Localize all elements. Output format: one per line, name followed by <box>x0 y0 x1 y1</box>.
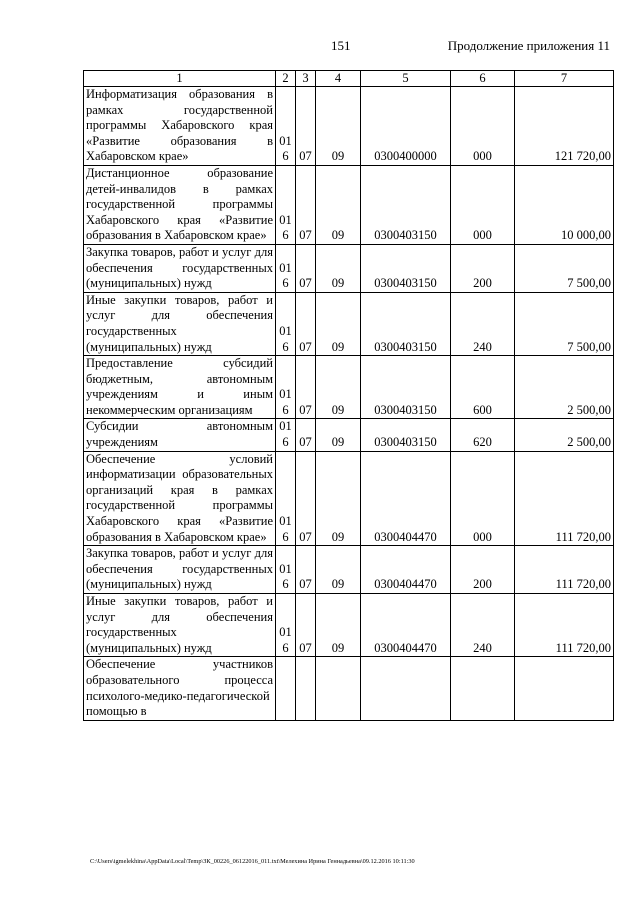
subsection-cell: 09 <box>316 244 361 292</box>
column-header: 2 <box>276 71 296 87</box>
table-header-row <box>84 71 614 87</box>
admin-code-cell <box>276 657 296 720</box>
table-row <box>84 356 614 419</box>
table-row <box>84 419 614 451</box>
expense-type-cell: 620 <box>451 419 515 451</box>
section-cell <box>296 657 316 720</box>
admin-code-cell: 016 <box>276 594 296 657</box>
expense-type-cell: 000 <box>451 451 515 546</box>
row-name-cell: Иные закупки товаров, работ и услуг для обеспечения государственных (муниципальных) нужд <box>84 292 276 355</box>
column-header: 6 <box>451 71 515 87</box>
table-row <box>84 165 614 244</box>
row-name-cell: Дистанционное образование детей-инвалидов в рамках государственной программы Хабаровского края «Развитие образования в Хабаровском крае» <box>84 165 276 244</box>
amount-cell: 111 720,00 <box>515 546 614 594</box>
admin-code-cell: 016 <box>276 419 296 451</box>
target-article-cell: 0300400000 <box>361 87 451 166</box>
budget-table <box>83 70 614 721</box>
amount-cell: 111 720,00 <box>515 451 614 546</box>
row-name-cell: Закупка товаров, работ и услуг для обеспечения государственных (муниципальных) нужд <box>84 244 276 292</box>
section-cell: 07 <box>296 356 316 419</box>
row-name-cell: Закупка товаров, работ и услуг для обеспечения государственных (муниципальных) нужд <box>84 546 276 594</box>
row-name-cell: Обеспечение условий информатизации образовательных организаций края в рамках государственной программы Хабаровского края «Развитие образования в Хабаровском крае» <box>84 451 276 546</box>
subsection-cell: 09 <box>316 356 361 419</box>
section-cell: 07 <box>296 451 316 546</box>
section-cell: 07 <box>296 546 316 594</box>
appendix-continuation-label: Продолжение приложения 11 <box>447 38 610 53</box>
expense-type-cell: 600 <box>451 356 515 419</box>
table-row <box>84 292 614 355</box>
target-article-cell: 0300403150 <box>361 244 451 292</box>
section-cell: 07 <box>296 165 316 244</box>
admin-code-cell: 016 <box>276 165 296 244</box>
amount-cell: 2 500,00 <box>515 356 614 419</box>
section-cell: 07 <box>296 419 316 451</box>
subsection-cell: 09 <box>316 165 361 244</box>
table-row <box>84 657 614 720</box>
table-row <box>84 546 614 594</box>
amount-cell <box>515 657 614 720</box>
column-header: 5 <box>361 71 451 87</box>
amount-cell: 7 500,00 <box>515 292 614 355</box>
expense-type-cell: 240 <box>451 292 515 355</box>
column-header: 3 <box>296 71 316 87</box>
row-name-cell: Информатизация образования в рамках государственной программы Хабаровского края «Развитие образования в Хабаровском крае» <box>84 87 276 166</box>
table-row <box>84 451 614 546</box>
section-cell: 07 <box>296 244 316 292</box>
target-article-cell: 0300404470 <box>361 451 451 546</box>
target-article-cell: 0300403150 <box>361 419 451 451</box>
table-row <box>84 244 614 292</box>
subsection-cell: 09 <box>316 546 361 594</box>
admin-code-cell: 016 <box>276 356 296 419</box>
subsection-cell: 09 <box>316 451 361 546</box>
column-header: 4 <box>316 71 361 87</box>
admin-code-cell: 016 <box>276 451 296 546</box>
subsection-cell: 09 <box>316 292 361 355</box>
amount-cell: 121 720,00 <box>515 87 614 166</box>
amount-cell: 10 000,00 <box>515 165 614 244</box>
row-name-cell: Обеспечение участников образовательного процесса психолого-медико-педагогической помощью в <box>84 657 276 720</box>
target-article-cell: 0300403150 <box>361 165 451 244</box>
section-cell: 07 <box>296 292 316 355</box>
admin-code-cell: 016 <box>276 546 296 594</box>
expense-type-cell: 240 <box>451 594 515 657</box>
table-row <box>84 594 614 657</box>
target-article-cell <box>361 657 451 720</box>
amount-cell: 2 500,00 <box>515 419 614 451</box>
expense-type-cell: 000 <box>451 165 515 244</box>
target-article-cell: 0300404470 <box>361 546 451 594</box>
page-number: 151 <box>331 38 351 53</box>
subsection-cell <box>316 657 361 720</box>
section-cell: 07 <box>296 594 316 657</box>
subsection-cell: 09 <box>316 419 361 451</box>
amount-cell: 111 720,00 <box>515 594 614 657</box>
table-body <box>84 87 614 721</box>
admin-code-cell: 016 <box>276 292 296 355</box>
amount-cell: 7 500,00 <box>515 244 614 292</box>
target-article-cell: 0300403150 <box>361 356 451 419</box>
row-name-cell: Субсидии автономным учреждениям <box>84 419 276 451</box>
admin-code-cell: 016 <box>276 244 296 292</box>
page-header <box>0 38 640 56</box>
row-name-cell: Предоставление субсидий бюджетным, автономным учреждениям и иным некоммерческим организациям <box>84 356 276 419</box>
column-header: 7 <box>515 71 614 87</box>
table-row <box>84 87 614 166</box>
row-name-cell: Иные закупки товаров, работ и услуг для обеспечения государственных (муниципальных) нужд <box>84 594 276 657</box>
subsection-cell: 09 <box>316 87 361 166</box>
expense-type-cell: 200 <box>451 546 515 594</box>
section-cell: 07 <box>296 87 316 166</box>
target-article-cell: 0300404470 <box>361 594 451 657</box>
expense-type-cell: 200 <box>451 244 515 292</box>
footer-file-path: C:\Users\igmelekhina\AppData\Local\Temp\ЗК_00226_06122016_011.txt\Мелехина Ирина Геннадьевна\09.12.2016 10:11:30 <box>90 858 415 865</box>
admin-code-cell: 016 <box>276 87 296 166</box>
target-article-cell: 0300403150 <box>361 292 451 355</box>
expense-type-cell: 000 <box>451 87 515 166</box>
subsection-cell: 09 <box>316 594 361 657</box>
expense-type-cell <box>451 657 515 720</box>
column-header: 1 <box>84 71 276 87</box>
